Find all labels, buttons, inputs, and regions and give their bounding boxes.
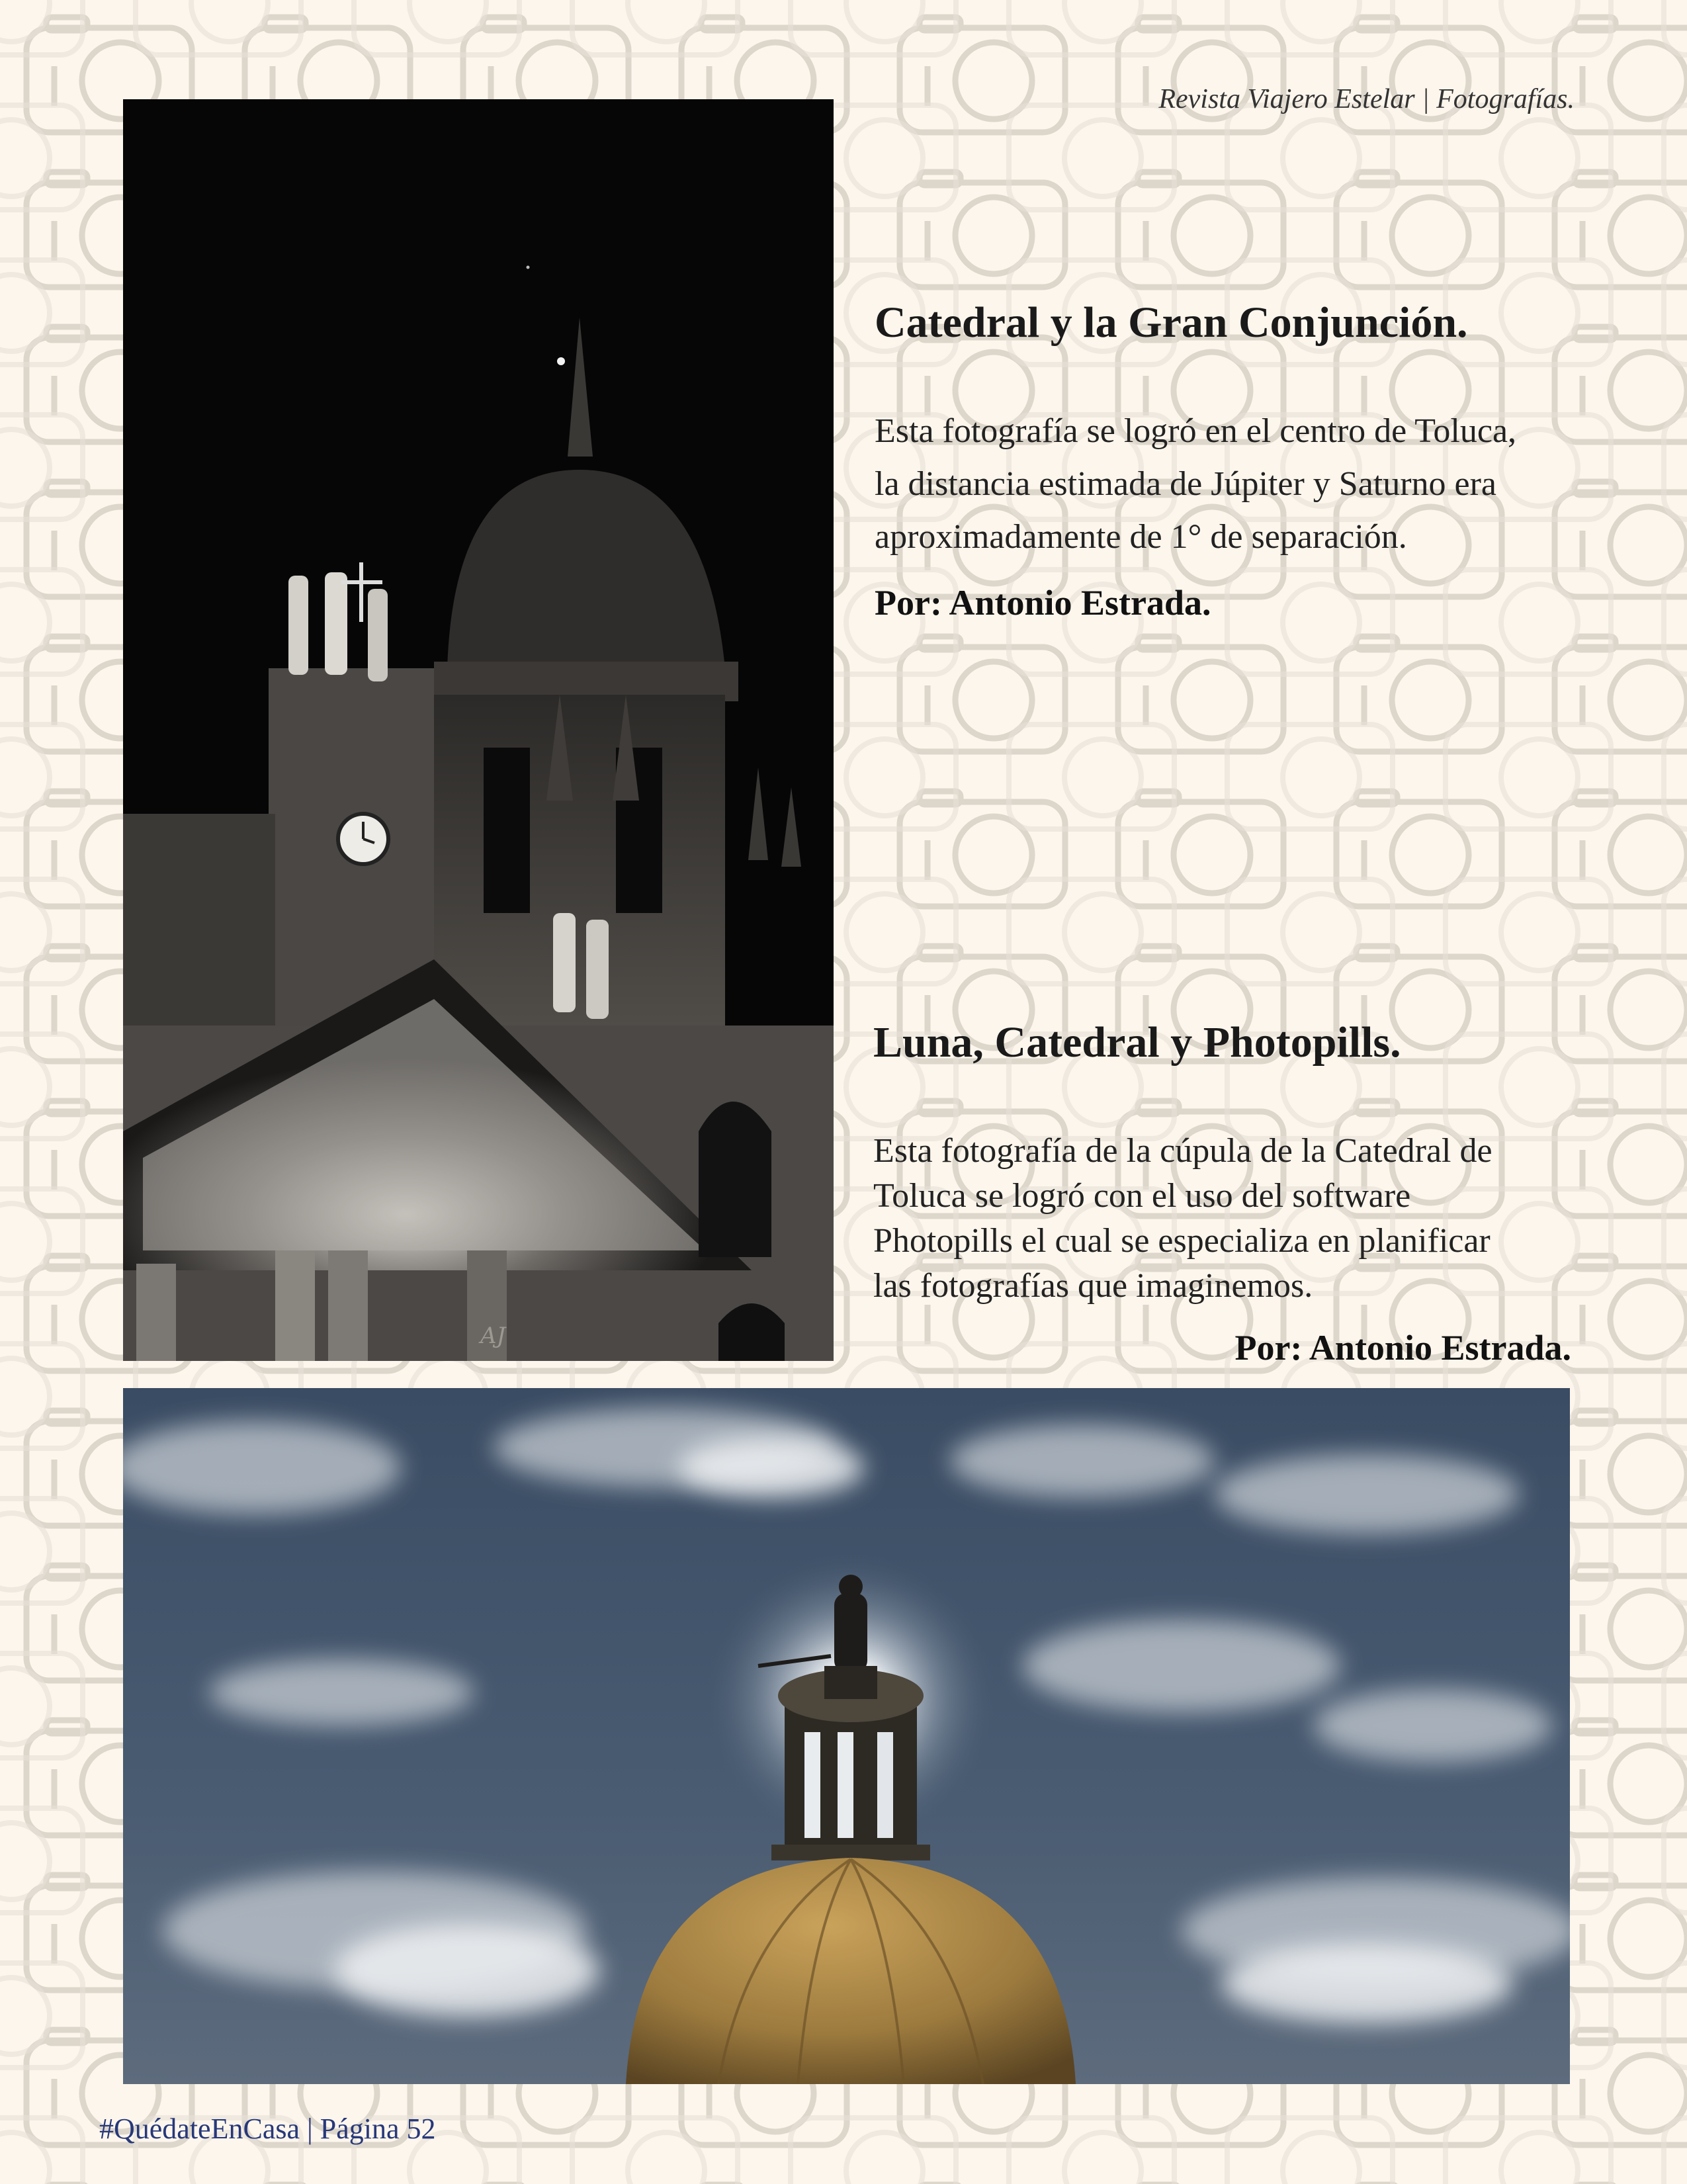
article1-body-line-2: la distancia estimada de Júpiter y Saturno era	[875, 465, 1497, 503]
page-footer: #QuédateEnCasa | Página 52	[99, 2113, 436, 2145]
article1-body-line-3: aproximadamente de 1° de separación.	[875, 518, 1407, 556]
article2-body	[873, 1129, 1634, 1309]
article1-body-line-1: Esta fotografía se logró en el centro de Toluca,	[875, 412, 1517, 450]
article1-byline: Por: Antonio Estrada.	[875, 583, 1211, 623]
article2-body-line-2: Toluca se logró con el uso del software	[873, 1177, 1411, 1215]
article2-body-line-3: Photopills el cual se especializa en planificar	[873, 1222, 1491, 1260]
jupiter-saturn-dot	[557, 357, 565, 365]
cathedral-night-photo	[123, 99, 834, 1361]
photographer-signature: AJ	[480, 1323, 506, 1349]
moon-dome-photo	[123, 1388, 1570, 2084]
article1-body	[875, 405, 1635, 564]
article2-body-line-4: las fotografías que imaginemos.	[873, 1267, 1313, 1305]
article2-body-line-1: Esta fotografía de la cúpula de la Catedral de	[873, 1132, 1492, 1170]
article1-title: Catedral y la Gran Conjunción.	[875, 298, 1468, 347]
running-head: Revista Viajero Estelar | Fotografías.	[1158, 84, 1575, 114]
article2-byline: Por: Antonio Estrada.	[1234, 1328, 1571, 1368]
article2-title: Luna, Catedral y Photopills.	[873, 1018, 1401, 1067]
